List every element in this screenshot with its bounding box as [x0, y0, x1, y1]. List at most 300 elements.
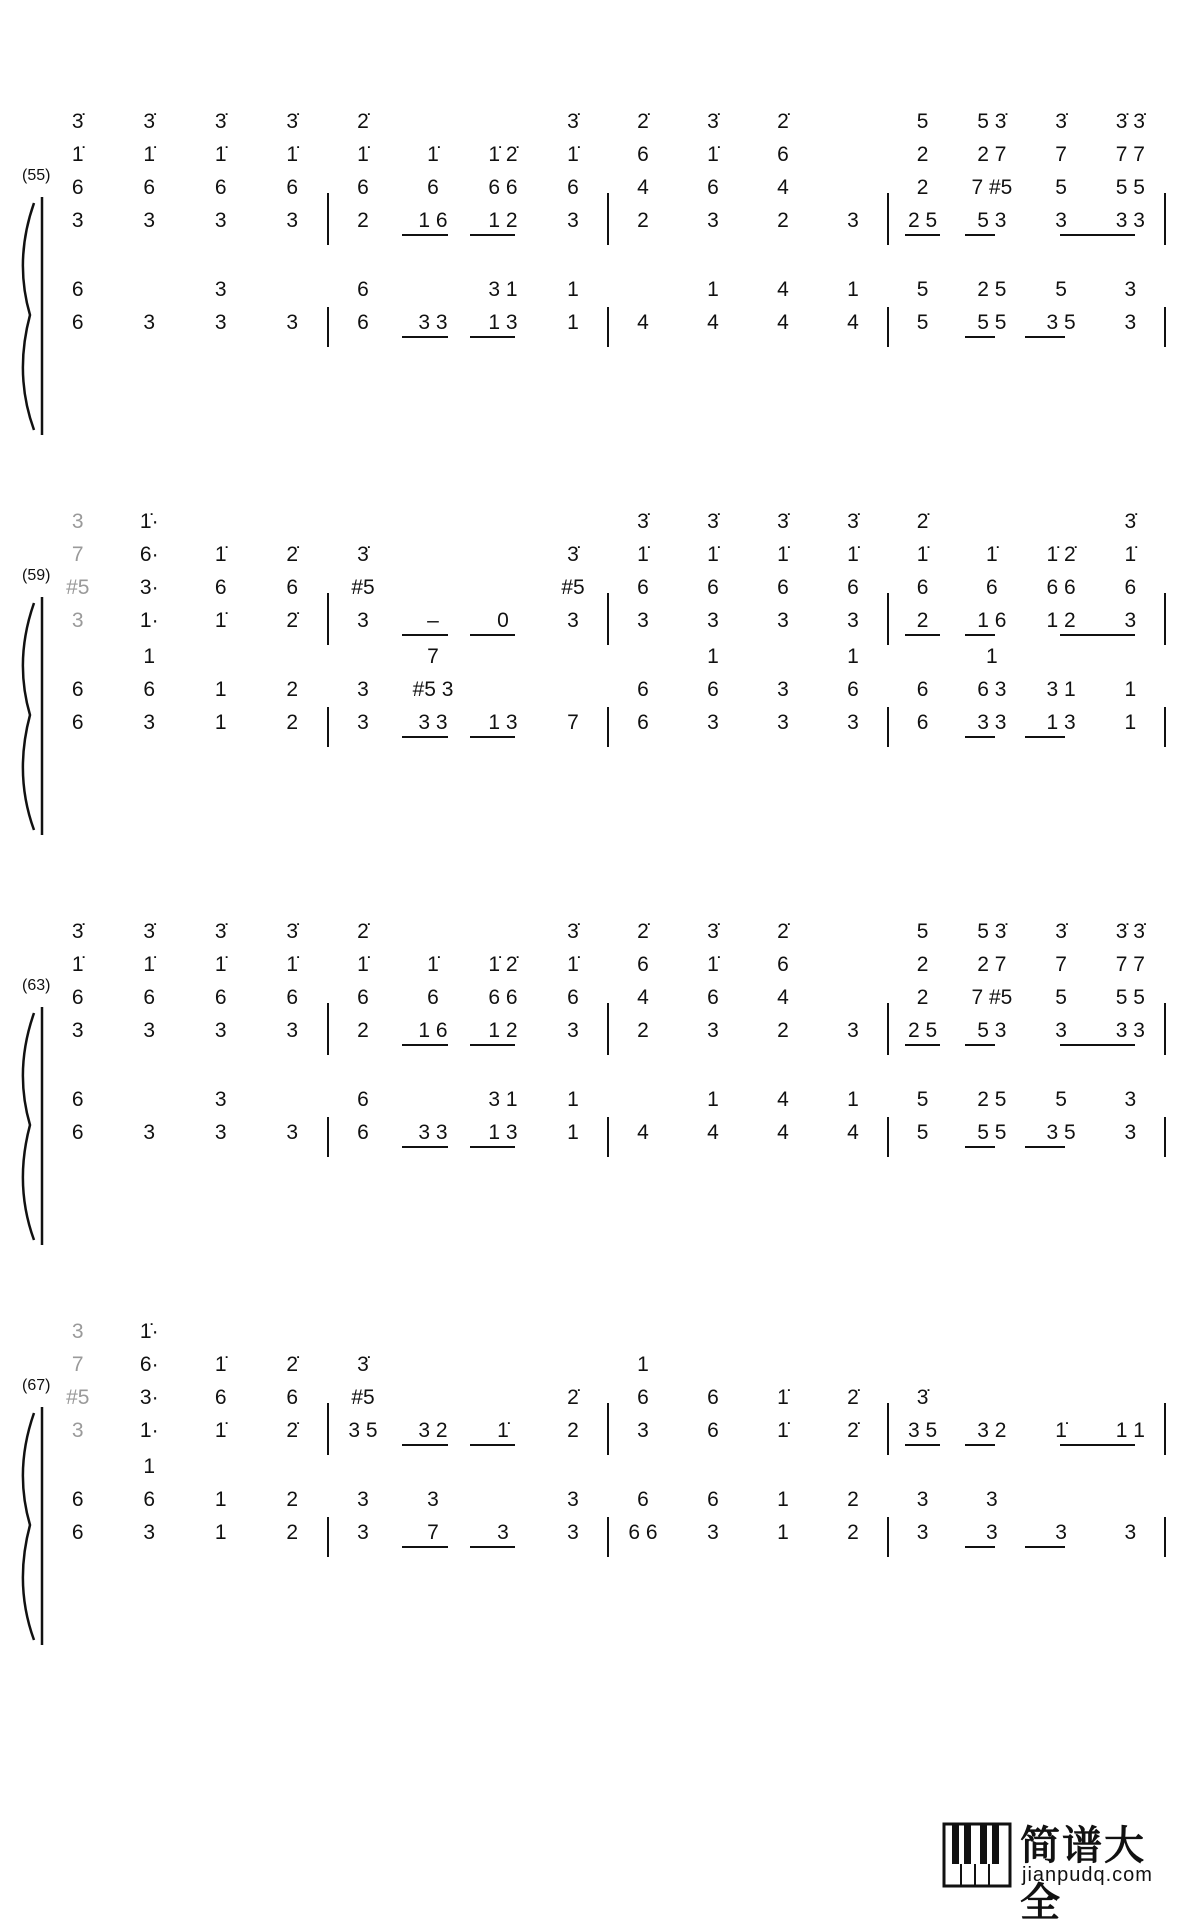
right-hand-note: 3	[707, 609, 719, 632]
right-hand-note: 5	[1055, 176, 1067, 199]
right-hand-note: 6	[567, 986, 579, 1009]
left-hand-note: 1	[777, 1488, 789, 1511]
left-hand-note: 6	[357, 1088, 369, 1111]
right-hand-note: #5	[66, 576, 90, 599]
right-hand-note: #5	[351, 1386, 375, 1409]
left-hand-note: #5 3	[412, 678, 454, 701]
right-hand-note: #5	[66, 1386, 90, 1409]
right-hand-note: 6	[986, 576, 998, 599]
right-hand-note: 1̇ 2̇	[1046, 543, 1076, 566]
right-hand-note: 2̇	[637, 110, 649, 133]
right-hand-note: 3	[567, 609, 579, 632]
left-hand-note: 1	[567, 278, 579, 301]
left-hand-note: 3	[357, 1521, 369, 1544]
left-hand-note: 4	[847, 1121, 859, 1144]
right-hand-note: 3	[214, 1019, 227, 1042]
right-hand-note: 6	[567, 176, 579, 199]
left-hand-note: 6	[707, 678, 719, 701]
right-hand-note: 1̇	[916, 543, 929, 566]
right-hand-note: 1̇	[143, 143, 156, 166]
right-hand-note: 2̇	[916, 510, 929, 533]
right-hand-note: 7 #5	[971, 986, 1013, 1009]
left-hand-note: 6	[707, 1488, 719, 1511]
right-hand-note: 1	[637, 1353, 649, 1376]
right-hand-note: –	[427, 609, 439, 632]
left-hand-note: 3	[143, 1121, 156, 1144]
right-hand-note: 1̇	[427, 953, 439, 976]
right-hand-note: 6	[427, 986, 439, 1009]
right-hand-note: 3	[143, 209, 156, 232]
left-hand-note: 1	[1124, 678, 1137, 701]
right-hand-note: 3̇ 3̇	[1115, 920, 1145, 943]
left-hand-note: 5	[916, 278, 929, 301]
left-hand-note: 3	[1055, 1521, 1067, 1544]
brace	[23, 203, 34, 430]
right-hand-note: 1̇ 2̇	[488, 953, 518, 976]
right-hand-note: 1̇·	[139, 1320, 159, 1343]
right-hand-note: 2	[916, 986, 929, 1009]
right-hand-note: #5	[351, 576, 375, 599]
left-hand-note: 1	[847, 645, 859, 668]
right-hand-note: 6	[427, 176, 439, 199]
right-hand-note: 3̇	[143, 920, 156, 943]
left-hand-note: 2	[847, 1488, 859, 1511]
right-hand-note: 3	[847, 209, 859, 232]
right-hand-note: 2	[916, 609, 929, 632]
left-hand-note: 3	[847, 711, 859, 734]
right-hand-note: 4	[777, 176, 789, 199]
right-hand-note: 1·	[139, 1419, 159, 1442]
right-hand-note: 1̇	[986, 543, 998, 566]
right-hand-note: 6	[707, 1386, 719, 1409]
right-hand-note: 7 7	[1115, 143, 1145, 166]
right-hand-note: 3̇	[847, 510, 859, 533]
left-hand-note: 3	[214, 1121, 227, 1144]
left-hand-note: 3	[286, 311, 299, 334]
left-hand-note: 3	[286, 1121, 299, 1144]
right-hand-note: 2̇	[286, 543, 299, 566]
right-hand-note: 2	[357, 1019, 369, 1042]
right-hand-note: 6	[637, 953, 649, 976]
right-hand-note: 3	[71, 510, 84, 533]
right-hand-note: 1 2	[1046, 609, 1076, 632]
right-hand-note: 5 3	[977, 209, 1007, 232]
left-hand-note: 6	[71, 311, 84, 334]
right-hand-note: #5	[561, 576, 585, 599]
right-hand-note: 1̇	[71, 143, 84, 166]
right-hand-note: 3̇	[567, 110, 579, 133]
left-hand-note: 1	[214, 711, 227, 734]
right-hand-note: 5 3̇	[977, 920, 1007, 943]
right-hand-note: 3̇	[637, 510, 649, 533]
right-hand-note: 1̇	[357, 143, 369, 166]
left-hand-note: 3	[427, 1488, 439, 1511]
right-hand-note: 3̇	[214, 110, 227, 133]
left-hand-note: 1	[707, 278, 719, 301]
left-hand-note: 1 3	[488, 1121, 518, 1144]
left-hand-note: 2	[286, 711, 299, 734]
left-hand-note: 1	[567, 1121, 579, 1144]
right-hand-note: 3̇	[286, 110, 299, 133]
right-hand-note: 3̇	[707, 510, 719, 533]
right-hand-note: 1̇	[567, 953, 579, 976]
left-hand-note: 2 5	[977, 278, 1007, 301]
left-hand-note: 4	[777, 1121, 789, 1144]
right-hand-note: 6	[1124, 576, 1137, 599]
left-hand-note: 5 5	[977, 1121, 1007, 1144]
right-hand-note: 3	[567, 1019, 579, 1042]
right-hand-note: 3̇	[286, 920, 299, 943]
left-hand-note: 3	[777, 678, 789, 701]
left-hand-note: 3	[357, 1488, 369, 1511]
right-hand-note: 1̇	[1055, 1419, 1067, 1442]
left-hand-note: 2	[286, 1488, 299, 1511]
right-hand-note: 1̇	[286, 953, 299, 976]
left-hand-note: 3 1	[1046, 678, 1076, 701]
right-hand-note: 6	[286, 576, 299, 599]
right-hand-note: 2̇	[286, 1419, 299, 1442]
left-hand-note: 1	[707, 1088, 719, 1111]
left-hand-note: 1	[567, 311, 579, 334]
right-hand-note: 6	[143, 176, 156, 199]
left-hand-note: 3 5	[1046, 1121, 1076, 1144]
left-hand-note: 7	[427, 1521, 439, 1544]
left-hand-note: 3	[1124, 278, 1137, 301]
right-hand-note: 2 7	[977, 143, 1007, 166]
right-hand-note: 6	[707, 176, 719, 199]
right-hand-note: 6·	[139, 1353, 159, 1376]
right-hand-note: 5	[916, 110, 929, 133]
right-hand-note: 6 6	[488, 986, 518, 1009]
left-hand-note: 6	[71, 678, 84, 701]
measure-number: (67)	[22, 1377, 51, 1394]
left-hand-note: 1 3	[488, 311, 518, 334]
logo-url: jianpudq.com	[1022, 1864, 1153, 1886]
right-hand-note: 3	[357, 609, 369, 632]
left-hand-note: 6	[357, 278, 369, 301]
left-hand-note: 7	[567, 711, 579, 734]
right-hand-note: 3	[71, 609, 84, 632]
left-hand-note: 6	[637, 1488, 649, 1511]
left-hand-note: 3	[986, 1488, 998, 1511]
right-hand-note: 6	[286, 176, 299, 199]
left-hand-note: 6	[847, 678, 859, 701]
left-hand-note: 3	[1124, 1521, 1137, 1544]
right-hand-note: 1̇	[637, 543, 649, 566]
right-hand-note: 6	[71, 176, 84, 199]
left-hand-note: 6 6	[628, 1521, 658, 1544]
right-hand-note: 1 6	[418, 1019, 448, 1042]
left-hand-note: 3 1	[488, 1088, 518, 1111]
left-hand-note: 6	[357, 1121, 369, 1144]
left-hand-note: 6	[71, 1488, 84, 1511]
right-hand-note: 1̇	[847, 543, 859, 566]
right-hand-note: 7 7	[1115, 953, 1145, 976]
left-hand-note: 3	[1124, 1121, 1137, 1144]
right-hand-note: 1̇·	[139, 510, 159, 533]
right-hand-note: 3̇	[143, 110, 156, 133]
right-hand-note: 2	[777, 1019, 789, 1042]
left-hand-note: 4	[777, 1088, 789, 1111]
right-hand-note: 5 3	[977, 1019, 1007, 1042]
left-hand-note: 1	[214, 1521, 227, 1544]
right-hand-note: 3̇	[1124, 510, 1137, 533]
right-hand-note: 3̇	[1055, 920, 1067, 943]
left-hand-note: 6	[916, 678, 929, 701]
left-hand-note: 3 3	[418, 311, 448, 334]
right-hand-note: 6	[214, 986, 227, 1009]
right-hand-note: 3̇ 3̇	[1115, 110, 1145, 133]
left-hand-note: 6	[916, 711, 929, 734]
right-hand-note: 4	[637, 176, 649, 199]
left-hand-note: 6	[71, 711, 84, 734]
right-hand-note: 6	[777, 953, 789, 976]
left-hand-note: 3	[707, 711, 719, 734]
brace	[23, 1013, 34, 1240]
left-hand-note: 2	[847, 1521, 859, 1544]
left-hand-note: 3	[567, 1488, 579, 1511]
left-hand-note: 3 3	[418, 711, 448, 734]
right-hand-note: 6 6	[1046, 576, 1076, 599]
right-hand-note: 2̇	[847, 1386, 859, 1409]
right-hand-note: 1̇	[777, 1419, 789, 1442]
right-hand-note: 6·	[139, 543, 159, 566]
right-hand-note: 1 6	[418, 209, 448, 232]
right-hand-note: 3	[707, 1019, 719, 1042]
right-hand-note: 1̇	[1124, 543, 1137, 566]
brace	[23, 603, 34, 830]
right-hand-note: 1̇ 2̇	[488, 143, 518, 166]
right-hand-note: 4	[777, 986, 789, 1009]
left-hand-note: 1	[777, 1521, 789, 1544]
right-hand-note: 1·	[139, 609, 159, 632]
left-hand-note: 1	[214, 678, 227, 701]
right-hand-note: 1 2	[488, 209, 518, 232]
right-hand-note: 6	[847, 576, 859, 599]
left-hand-note: 1	[707, 645, 719, 668]
left-hand-note: 3	[214, 278, 227, 301]
right-hand-note: 3 2	[418, 1419, 448, 1442]
right-hand-note: 1̇	[214, 543, 227, 566]
right-hand-note: 3	[777, 609, 789, 632]
right-hand-note: 1̇	[214, 1419, 227, 1442]
right-hand-note: 2̇	[567, 1386, 579, 1409]
right-hand-note: 3̇	[357, 543, 369, 566]
left-hand-note: 6	[71, 1088, 84, 1111]
right-hand-note: 6	[707, 986, 719, 1009]
left-hand-note: 6 3	[977, 678, 1007, 701]
right-hand-note: 5 5	[1115, 986, 1145, 1009]
right-hand-note: 6	[777, 576, 789, 599]
right-hand-note: 6	[637, 1386, 649, 1409]
right-hand-note: 1̇	[567, 143, 579, 166]
left-hand-note: 1 3	[488, 711, 518, 734]
left-hand-note: 4	[637, 1121, 649, 1144]
right-hand-note: 3̇	[1055, 110, 1067, 133]
left-hand-note: 1	[986, 645, 998, 668]
left-hand-note: 3	[916, 1521, 929, 1544]
right-hand-note: 7	[1055, 143, 1067, 166]
right-hand-note: 1̇	[707, 143, 719, 166]
left-hand-note: 1 3	[1046, 711, 1076, 734]
left-hand-note: 1	[143, 645, 156, 668]
left-hand-note: 2	[286, 1521, 299, 1544]
right-hand-note: 3 5	[908, 1419, 938, 1442]
right-hand-note: 2	[916, 176, 929, 199]
right-hand-note: 3̇	[357, 1353, 369, 1376]
left-hand-note: 3	[567, 1521, 579, 1544]
measure-number: (63)	[22, 977, 51, 994]
left-hand-note: 7	[427, 645, 439, 668]
site-logo	[942, 1814, 1178, 1926]
right-hand-note: 1̇	[777, 1386, 789, 1409]
right-hand-note: 1̇	[357, 953, 369, 976]
left-hand-note: 4	[707, 1121, 719, 1144]
left-hand-note: 1	[143, 1455, 156, 1478]
left-hand-note: 3	[497, 1521, 509, 1544]
measure-number: (55)	[22, 167, 51, 184]
left-hand-note: 3 1	[488, 278, 518, 301]
left-hand-note: 3	[143, 1521, 156, 1544]
right-hand-note: 3̇	[214, 920, 227, 943]
right-hand-note: 6	[214, 1386, 227, 1409]
right-hand-note: 1̇	[214, 143, 227, 166]
left-hand-note: 2	[286, 678, 299, 701]
right-hand-note: 3	[71, 209, 84, 232]
left-hand-note: 4	[777, 311, 789, 334]
left-hand-note: 3	[214, 1088, 227, 1111]
right-hand-note: 2̇	[357, 920, 369, 943]
right-hand-note: 6	[71, 986, 84, 1009]
left-hand-note: 3	[916, 1488, 929, 1511]
left-hand-note: 5	[1055, 1088, 1067, 1111]
right-hand-note: 3	[286, 209, 299, 232]
left-hand-note: 5	[1055, 278, 1067, 301]
right-hand-note: 5 5	[1115, 176, 1145, 199]
right-hand-note: 1̇	[71, 953, 84, 976]
left-hand-note: 3 5	[1046, 311, 1076, 334]
right-hand-note: 6	[707, 1419, 719, 1442]
right-hand-note: 3̇	[71, 920, 84, 943]
left-hand-note: 1	[567, 1088, 579, 1111]
right-hand-note: 1 6	[977, 609, 1007, 632]
right-hand-note: 6	[637, 143, 649, 166]
right-hand-note: 3	[143, 1019, 156, 1042]
left-hand-note: 6	[637, 678, 649, 701]
right-hand-note: 4	[637, 986, 649, 1009]
left-hand-note: 1	[1124, 711, 1137, 734]
left-hand-note: 4	[847, 311, 859, 334]
right-hand-note: 1̇	[143, 953, 156, 976]
right-hand-note: 2	[637, 209, 649, 232]
left-hand-note: 6	[357, 311, 369, 334]
left-hand-note: 5	[916, 1121, 929, 1144]
system-4	[22, 1320, 1165, 1645]
right-hand-note: 3	[567, 209, 579, 232]
right-hand-note: 2̇	[286, 1353, 299, 1376]
right-hand-note: 1̇	[707, 543, 719, 566]
right-hand-note: 6	[916, 576, 929, 599]
right-hand-note: 3	[1055, 209, 1067, 232]
right-hand-note: 6 6	[488, 176, 518, 199]
right-hand-note: 6	[143, 986, 156, 1009]
right-hand-note: 2	[357, 209, 369, 232]
right-hand-note: 5	[916, 920, 929, 943]
left-hand-note: 4	[637, 311, 649, 334]
right-hand-note: 2	[637, 1019, 649, 1042]
right-hand-note: 1̇	[707, 953, 719, 976]
right-hand-note: 6	[286, 986, 299, 1009]
right-hand-note: 3·	[139, 576, 159, 599]
right-hand-note: 3̇	[71, 110, 84, 133]
right-hand-note: 3̇	[707, 920, 719, 943]
right-hand-note: 7	[71, 543, 84, 566]
system-3	[22, 920, 1165, 1245]
left-hand-note: 3	[357, 678, 369, 701]
right-hand-note: 1̇	[427, 143, 439, 166]
right-hand-note: 5 3̇	[977, 110, 1007, 133]
right-hand-note: 3 2	[977, 1419, 1007, 1442]
logo-title: 简谱大全	[1020, 1823, 1146, 1926]
left-hand-note: 1	[847, 278, 859, 301]
left-hand-note: 3	[143, 311, 156, 334]
right-hand-note: 1̇	[214, 609, 227, 632]
right-hand-note: 6	[357, 986, 369, 1009]
brace	[23, 1413, 34, 1640]
right-hand-note: 1̇	[286, 143, 299, 166]
right-hand-note: 6	[777, 143, 789, 166]
right-hand-note: 1̇	[214, 1353, 227, 1376]
right-hand-note: 2̇	[847, 1419, 859, 1442]
left-hand-note: 4	[777, 278, 789, 301]
right-hand-note: 3	[637, 609, 649, 632]
right-hand-note: 3	[71, 1419, 84, 1442]
right-hand-note: 3̇	[777, 510, 789, 533]
right-hand-note: 0	[497, 609, 509, 632]
right-hand-note: 6	[214, 176, 227, 199]
left-hand-note: 3	[357, 711, 369, 734]
right-hand-note: 5	[1055, 986, 1067, 1009]
right-hand-note: 7	[71, 1353, 84, 1376]
right-hand-note: 2 5	[908, 209, 938, 232]
right-hand-note: 7	[1055, 953, 1067, 976]
right-hand-note: 2 5	[908, 1019, 938, 1042]
right-hand-note: 2	[567, 1419, 579, 1442]
right-hand-note: 3	[847, 1019, 859, 1042]
left-hand-note: 5	[916, 1088, 929, 1111]
left-hand-note: 3	[777, 711, 789, 734]
right-hand-note: 1̇	[214, 953, 227, 976]
system-1	[22, 110, 1165, 435]
right-hand-note: 1̇	[497, 1419, 509, 1442]
left-hand-note: 3	[986, 1521, 998, 1544]
right-hand-note: 1 2	[488, 1019, 518, 1042]
right-hand-note: 3̇	[567, 920, 579, 943]
right-hand-note: 3	[286, 1019, 299, 1042]
right-hand-note: 6	[707, 576, 719, 599]
left-hand-note: 4	[707, 311, 719, 334]
right-hand-note: 2̇	[777, 110, 789, 133]
right-hand-note: 2̇	[637, 920, 649, 943]
piano-keys-icon	[942, 1820, 1012, 1890]
right-hand-note: 2 7	[977, 953, 1007, 976]
right-hand-note: 3	[1124, 609, 1137, 632]
right-hand-note: 3·	[139, 1386, 159, 1409]
left-hand-note: 6	[637, 711, 649, 734]
left-hand-note: 5 5	[977, 311, 1007, 334]
left-hand-note: 6	[71, 278, 84, 301]
right-hand-note: 3	[847, 609, 859, 632]
